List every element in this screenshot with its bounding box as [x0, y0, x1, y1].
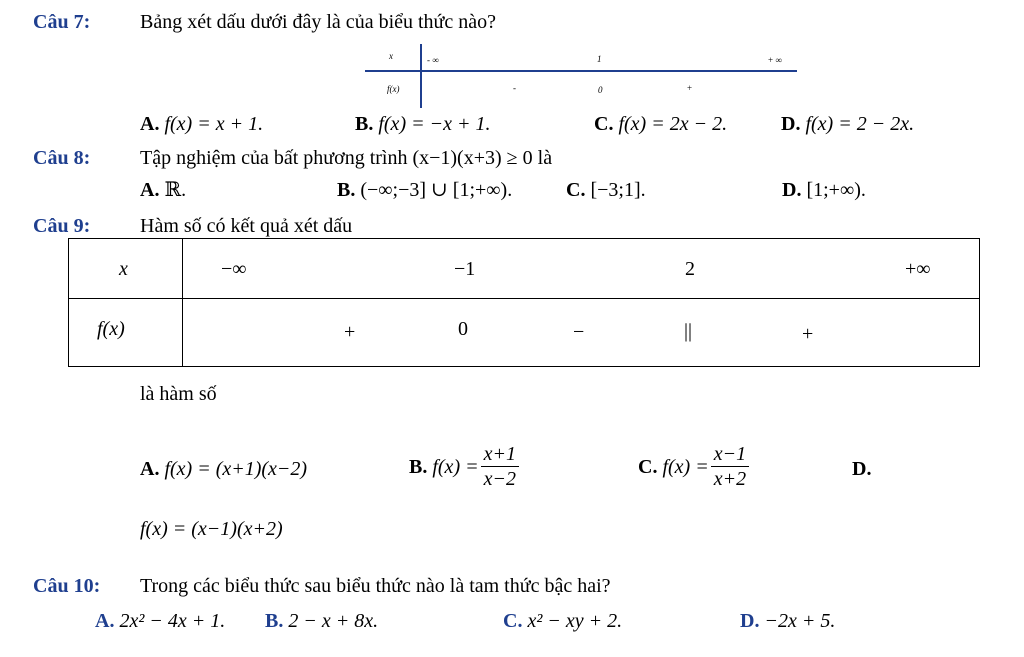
q8-question: Tập nghiệm của bất phương trình (x−1)(x+3) ≥ 0 là — [140, 147, 553, 169]
q10-option-c-label: C. — [503, 610, 523, 632]
q9-option-c-numerator: x−1 — [711, 444, 749, 467]
q9-tail-text: là hàm số — [140, 383, 217, 405]
q8-option-a[interactable] — [140, 180, 186, 200]
q9-option-b[interactable] — [409, 444, 521, 489]
q9-question: Hàm số có kết quả xét dấu — [140, 215, 353, 237]
q8-option-b-text: (−∞;−3] ∪ [1;+∞). — [360, 179, 513, 201]
q7-table-hline — [365, 70, 797, 72]
q9-option-c-label: C. — [638, 455, 658, 478]
q10-option-b-text: 2 − x + 8x. — [288, 610, 379, 632]
q7-option-c-label: C. — [594, 113, 614, 135]
q8-option-d[interactable] — [782, 180, 866, 200]
q8-option-b-label: B. — [337, 179, 356, 201]
q7-sign-1: 0 — [598, 85, 603, 95]
q8-option-c[interactable] — [566, 180, 646, 200]
q8-option-a-text: ℝ. — [164, 179, 187, 201]
q9-sign-4: + — [802, 323, 814, 345]
q7-option-d-text: f(x) = 2 − 2x. — [805, 113, 915, 135]
q10-option-a-label: A. — [95, 610, 115, 632]
q9-option-b-denominator: x−2 — [483, 468, 516, 490]
q9-x-label: x — [119, 258, 128, 280]
q10-option-a[interactable] — [95, 611, 225, 631]
q9-option-a-text: f(x) = (x+1)(x−2) — [164, 458, 308, 480]
q7-option-b-text: f(x) = −x + 1. — [378, 113, 491, 135]
q9-sign-3: || — [684, 320, 693, 342]
q7-option-d-label: D. — [781, 113, 801, 135]
q9-option-c-denominator: x+2 — [713, 468, 747, 490]
q8-option-b[interactable] — [337, 180, 512, 200]
q9-sign-2: − — [573, 321, 585, 343]
q7-table-vline — [420, 44, 422, 108]
q8-option-a-label: A. — [140, 179, 160, 201]
q9-sign-1: 0 — [458, 318, 468, 340]
q10-question: Trong các biểu thức sau biểu thức nào là tam thức bậc hai? — [140, 575, 611, 597]
q7-x-value-1: 1 — [597, 54, 602, 64]
q9-option-d-label: D. — [852, 458, 872, 480]
q7-sign-0: - — [513, 83, 516, 93]
q9-option-c[interactable] — [638, 444, 751, 489]
q8-option-c-text: [−3;1]. — [590, 179, 646, 201]
q7-option-a[interactable] — [140, 114, 263, 134]
q9-option-d-text: f(x) = (x−1)(x+2) — [140, 518, 283, 540]
q8-option-c-label: C. — [566, 179, 586, 201]
q7-option-a-text: f(x) = x + 1. — [164, 113, 264, 135]
q10-option-b[interactable] — [265, 611, 378, 631]
q10-option-d-text: −2x + 5. — [764, 610, 836, 632]
q9-sign-table — [68, 238, 980, 367]
q9-x-value-0: −∞ — [221, 258, 247, 280]
q9-x-value-2: 2 — [685, 258, 695, 280]
q7-question: Bảng xét dấu dưới đây là của biểu thức nào? — [140, 11, 497, 33]
q9-option-b-numerator: x+1 — [481, 444, 519, 467]
q8-number: Câu 8: — [33, 147, 91, 169]
q9-x-value-3: +∞ — [905, 258, 931, 280]
q7-sign-table — [365, 40, 797, 110]
q10-option-c-text: x² − xy + 2. — [527, 610, 623, 632]
q8-option-d-label: D. — [782, 179, 802, 201]
q9-option-a[interactable] — [140, 459, 307, 479]
q7-option-d[interactable] — [781, 114, 914, 134]
q7-option-b[interactable] — [355, 114, 490, 134]
q9-fx-label: f(x) — [97, 318, 125, 340]
q7-fx-label: f(x) — [387, 84, 400, 94]
q10-number: Câu 10: — [33, 575, 101, 597]
q7-x-value-2: + ∞ — [768, 55, 782, 65]
q7-number: Câu 7: — [33, 11, 91, 33]
q9-option-c-fraction — [711, 444, 749, 489]
q10-option-d[interactable] — [740, 611, 835, 631]
q9-option-b-prefix: f(x) = — [432, 455, 479, 478]
q9-option-c-prefix: f(x) = — [662, 455, 709, 478]
q10-option-a-text: 2x² − 4x + 1. — [119, 610, 226, 632]
q7-x-label: x — [389, 51, 393, 61]
q10-option-d-label: D. — [740, 610, 760, 632]
q9-sign-0: + — [344, 321, 356, 343]
q9-option-b-label: B. — [409, 455, 428, 478]
q7-option-c[interactable] — [594, 114, 727, 134]
q9-option-b-fraction — [481, 444, 519, 489]
q8-option-d-text: [1;+∞). — [806, 179, 866, 201]
q7-option-c-text: f(x) = 2x − 2. — [618, 113, 728, 135]
q10-option-b-label: B. — [265, 610, 284, 632]
q9-option-a-label: A. — [140, 458, 160, 480]
q9-table-hline — [69, 298, 979, 299]
q9-option-d[interactable] — [852, 459, 871, 479]
q7-sign-2: + — [687, 83, 693, 93]
q10-option-c[interactable] — [503, 611, 622, 631]
q9-table-vline — [182, 239, 183, 366]
q7-x-value-0: - ∞ — [427, 55, 439, 65]
q9-x-value-1: −1 — [454, 258, 476, 280]
q7-option-b-label: B. — [355, 113, 374, 135]
q9-number: Câu 9: — [33, 215, 91, 237]
q7-option-a-label: A. — [140, 113, 160, 135]
